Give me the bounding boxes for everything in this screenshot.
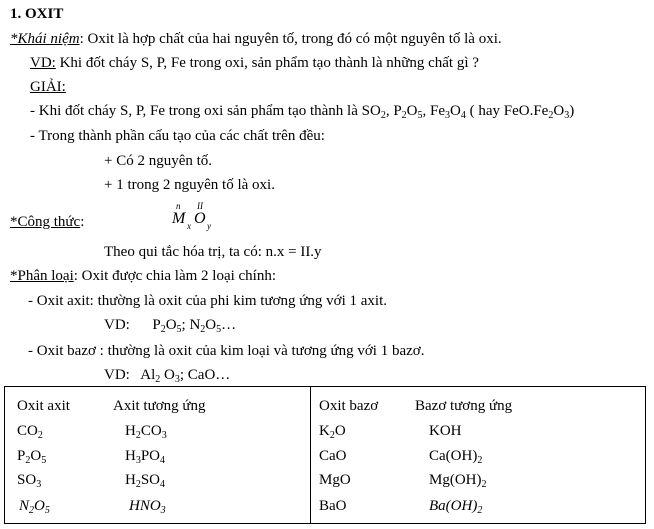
header-basic-oxide: Oxit bazơ [319,398,379,414]
point-one-oxygen: + 1 trong 2 nguyên tố là oxi. [104,177,275,193]
classification-label: *Phân loại [10,268,74,284]
header-acid-oxide: Oxit axit [17,398,70,414]
formula-label: *Công thức [10,214,81,230]
example-label: VD: [30,55,56,71]
base-koh: KOH [429,423,462,439]
acid-h2co3: $H_2CO_3$ [125,423,167,441]
section-heading: 1. OXIT [10,6,64,22]
header-corresponding-base: Bazơ tương ứng [415,398,513,414]
valence-ii: II [197,201,203,211]
definition-label: *Khái niệm [10,31,80,47]
basic-oxide-mgo: MgO [319,472,351,488]
basic-oxide-bao: BaO [319,498,347,514]
definition-text: : Oxit là hợp chất của hai nguyên tố, trong đó có một nguyên tố là oxi. [79,31,502,47]
basic-example-label: VD: [104,367,130,383]
subscript-x: x [187,221,191,231]
acid-hno3: $HNO_3$ [129,498,166,516]
point-two-elements: + Có 2 nguyên tố. [104,153,213,169]
valence-n: n [176,201,181,211]
solution-label: GIẢI: [30,79,66,95]
solution-line-composition: - Trong thành phần cấu tạo của các chất trên đều: [30,128,325,144]
acid-oxide-n2o5: $N_2O_5$ [19,498,50,516]
header-corresponding-acid: Axit tương ứng [113,398,206,414]
basic-oxide-cell [311,387,646,524]
definition-line [10,30,502,48]
acid-oxide-p2o5: $P_2O_5$ [17,448,47,466]
example-question-text: Khi đốt cháy S, P, Fe trong oxi, sản phẩm tạo thành là những chất gì ? [55,55,479,71]
classification-text: : Oxit được chia làm 2 loại chính: [73,268,277,284]
basic-oxide-example: VD: $Al_2$ $O_3$; CaO… [104,367,231,385]
general-oxide-formula [172,201,232,231]
acid-oxide-co2: $CO_2$ [17,423,43,441]
oxide-table [4,386,646,524]
base-mgoh2: $Mg(OH)_2$ [429,472,487,490]
acid-h2so4: $H_2SO_4$ [125,472,166,490]
classification-line [10,267,276,285]
formula-metal: M [172,210,186,227]
basic-oxide-cao: CaO [319,448,347,464]
acid-oxide-definition: - Oxit axit: thường là oxit của phi kim tương ứng với 1 axit. [28,293,387,309]
basic-oxide-definition: - Oxit bazơ : thường là oxit của kim loại và tương ứng với 1 bazơ. [28,343,425,359]
example-question-line [30,54,479,72]
formula-oxygen: O [194,210,206,227]
acid-example-label: VD: [104,317,130,333]
base-baoh2: $Ba(OH)_2$ [429,498,483,516]
solution-line-products: - Khi đốt cháy S, P, Fe trong oxi sản phẩm tạo thành là $SO_2$, $P_2O_5$, $Fe_3O_4$ ( hay $FeO.Fe_2O_3$) [30,103,575,121]
acid-h3po4: $H_3PO_4$ [125,448,166,466]
acid-oxide-so3: $SO_3$ [17,472,42,490]
basic-oxide-k2o: $K_2O$ [319,423,346,441]
subscript-y: y [207,221,211,231]
solution-line1-prefix: - Khi đốt cháy S, P, Fe trong oxi sản phẩm tạo thành là SO [30,103,381,119]
acid-oxide-cell [5,387,311,524]
acid-oxide-example: VD: $P_2O_5$; $N_2O_5\dots$ [104,317,237,335]
formula-colon: : [80,214,85,230]
base-caoh2: $Ca(OH)_2$ [429,448,483,466]
valence-rule: Theo qui tắc hóa trị, ta có: n.x = II.y [104,244,322,260]
formula-line [10,213,84,231]
